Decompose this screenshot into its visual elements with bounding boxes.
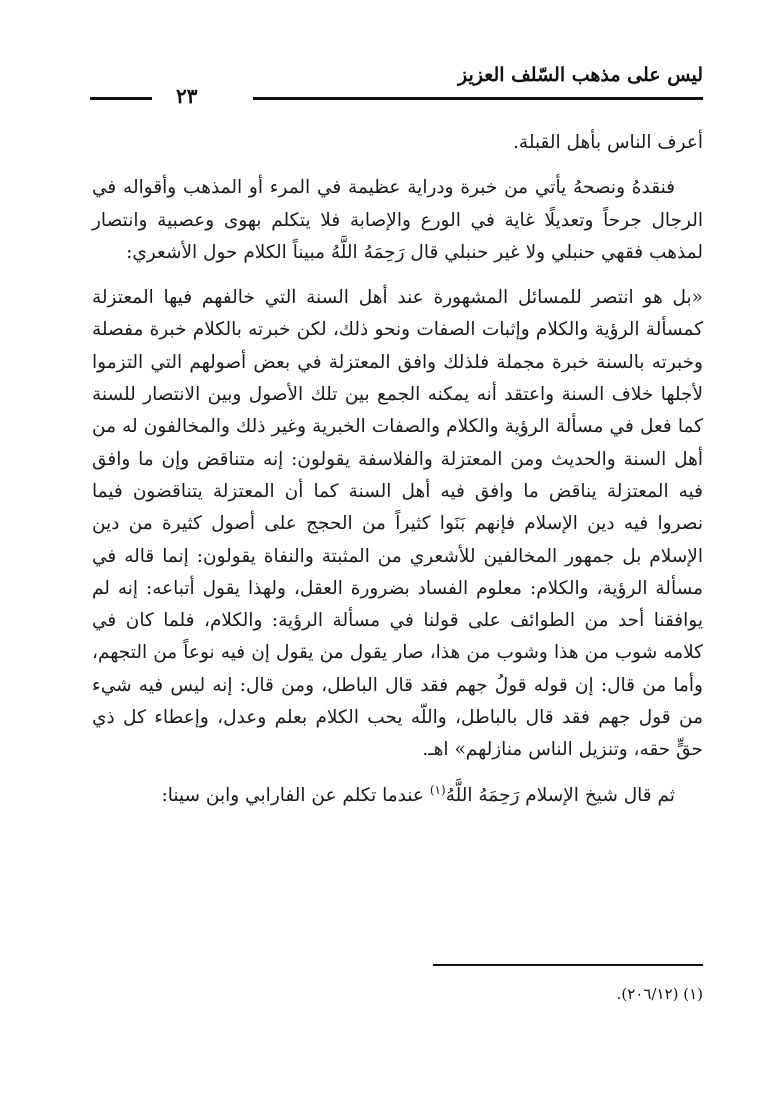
page-number-rule bbox=[90, 97, 152, 100]
page-number: ٢٣ bbox=[176, 84, 198, 108]
quotation-paragraph: «بل هو انتصر للمسائل المشهورة عند أهل السنة التي خالفهم فيها المعتزلة كمسألة الرؤية والكلام وإثبات الصفات ونحو ذلك، لكن خبرته بالكلام خبرة مفصلة وخبرته بالسنة خبرة مجملة فلذلك وافق المعتزلة في بعض أصولهم التي التزموا لأجلها خلاف السنة واعتقد أنه يمكنه الجمع بين تلك الأصول وبين الانتصار للسنة كما فعل في مسألة الرؤية والكلام والصفات الخبرية وغير ذلك والمخالفون له من أهل السنة والحديث ومن المعتزلة والفلاسفة يقولون: إنه متناقض وإن ما وافق فيه المعتزلة يناقض ما وافق فيه أهل السنة كما أن المعتزلة يتناقضون فيما نصروا فيه دين الإسلام فإنهم بَنَوا كثيراً من الحجج على أصول كثيرة من دين الإسلام بل جمهور المخالفين للأشعري من المثبتة والنفاة يقولون: إنما قاله في مسألة الرؤية، والكلام: معلوم الفساد بضرورة العقل، ولهذا يقول أتباعه: إنه لم يوافقنا أحد من الطوائف على قولنا في مسألة الرؤية: والكلام، فلما كان في كلامه شوب من هذا وشوب من هذا، صار يقول من يقول إن فيه نوعاً من التجهم، وأما من قال: إن قوله قولُ جهم فقد قال الباطل، ومن قال: إنه ليس فيه شيء من قول جهم فقد قال بالباطل، واللّه يحب الكلام بعلم وعدل، وإعطاء كل ذي حقٍّ حقه، وتنزيل الناس منازلهم» اهـ. bbox=[92, 287, 703, 761]
running-title: ليس على مذهب السّلف العزيز bbox=[458, 64, 703, 86]
paragraph-4-tail: عندما تكلم عن الفارابي وابن سينا: bbox=[161, 784, 430, 806]
paragraph-2: فنقدهُ ونصحهُ يأتي من خبرة ودراية عظيمة في المرء أو المذهب وأقواله في الرجال جرحاً وتعديلًا غاية في الورع والإصابة فلا يتكلم بهوى وعصبية وانتصار لمذهب فقهي حنبلي ولا غير حنبلي قال رَحِمَهُ اللَّهُ مبيناً الكلام حول الأشعري: bbox=[92, 177, 703, 263]
footnote-reference[interactable]: (١) bbox=[429, 782, 446, 797]
header-rule bbox=[253, 97, 703, 100]
paragraph-1: أعرف الناس بأهل القبلة. bbox=[513, 132, 703, 153]
footnote-separator bbox=[433, 964, 703, 966]
body-text bbox=[92, 127, 703, 812]
paragraph-4-lead: ثم قال شيخ الإسلام رَحِمَهُ اللَّهُ bbox=[445, 784, 675, 806]
running-header bbox=[90, 62, 703, 110]
footnote: (١) (٢٠٦/١٢). bbox=[616, 985, 703, 1003]
paragraph-4 bbox=[92, 780, 703, 812]
